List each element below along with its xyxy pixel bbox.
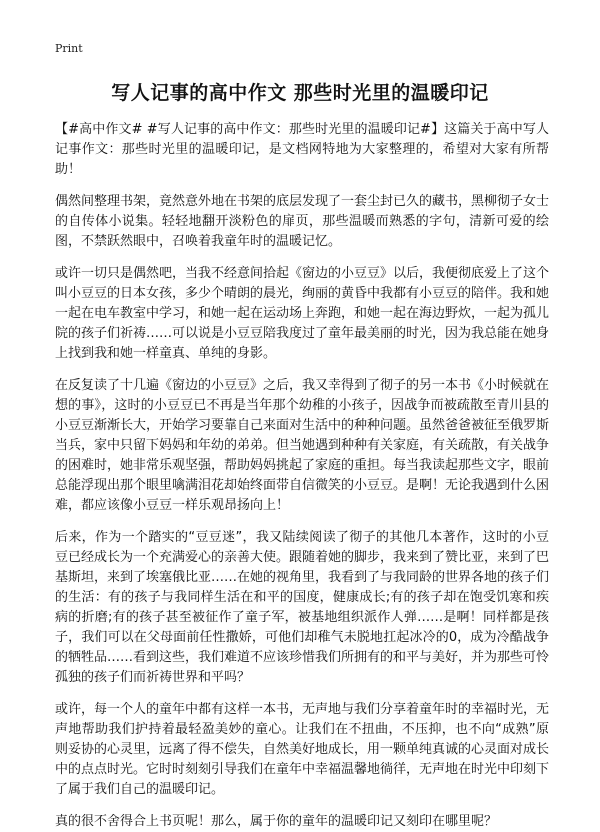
article-paragraph: 【#高中作文# #写人记事的高中作文：那些时光里的温暖印记#】这篇关于高中写人记事作文：那些时光里的温暖印记，是文档网特地为大家整理的，希望对大家有所帮助！: [55, 122, 549, 177]
article-body: [55, 120, 549, 832]
article-paragraph: 或许一切只是偶然吧，当我不经意间拾起《窗边的小豆豆》以后，我便彻底爱上了这个叫小豆豆的日本女孩，多少个晴朗的晨光，绚丽的黄昏中我都有小豆豆的陪伴。我和她一起在电车教室中学习，和她一起在运动场上奔跑，和她一起在海边野炊，一起为孤儿院的孩子们祈祷……可以说是小豆豆陪我度过了童年最美丽的时光，因为我总能在她身上找到我和她一样童真、单纯的身影。: [55, 266, 550, 361]
article-paragraph: 或许，每一个人的童年中都有这样一本书，无声地与我们分享着童年时的幸福时光，无声地帮助我们护持着最轻盈美妙的童心。让我们在不扭曲，不压抑，也不向“成熟”原则妥协的心灵里，远离了得不偿失，自然美好地成长，用一颗单纯真诚的心灵面对成长中的点点时光。它时时刻刻引导我们在童年中幸福温馨地徜徉，无声地在时光中印刻下了属于我们自己的温暖印记。: [55, 702, 550, 797]
article-paragraph: 真的很不舍得合上书页呢！那么，属于你的童年的温暖印记又刻印在哪里呢？: [55, 814, 498, 829]
article-paragraph: 在反复读了十几遍《窗边的小豆豆》之后，我又幸得到了彻子的另一本书《小时候就在想的事》，这时的小豆豆已不再是当年那个幼稚的小孩子，因战争而被疏散至青川县的小豆豆渐渐长大，开始学习要靠自己来面对生活中的种种问题。虽然爸爸被征至俄罗斯当兵，家中只留下妈妈和年幼的弟弟。但当她遇到种种有关家庭，有关疏散，有关战争的困难时，她非常乐观坚强，帮助妈妈挑起了家庭的重担。每当我读起那些文字，眼前总能浮现出那个眼里噙满泪花却始终面带自信微笑的小豆豆。是啊！无论我遇到什么困难，都应该像小豆豆一样乐观昂扬向上！: [55, 378, 550, 513]
page-title: 写人记事的高中作文 那些时光里的温暖印记: [111, 82, 489, 104]
print-link[interactable]: Print: [55, 42, 83, 55]
article-paragraph: 偶然间整理书架，竟然意外地在书架的底层发现了一套尘封已久的藏书，黑柳彻子女士的自传体小说集。轻轻地翻开淡粉色的扉页，那些温暖而熟悉的字句，清新可爱的绘图，不禁跃然眼中，召唤着我童年时的温暖记忆。: [55, 194, 550, 249]
article-paragraph: 后来，作为一个踏实的“豆豆迷”，我又陆续阅读了彻子的其他几本著作，这时的小豆豆已经成长为一个充满爱心的亲善大使。跟随着她的脚步，我来到了赞比亚，来到了巴基斯坦，来到了埃塞俄比亚……在她的视角里，我看到了与我同龄的世界各地的孩子们的生活：有的孩子与我同样生活在和平的国度，健康成长;有的孩子却在饱受饥寒和疾病的折磨;有的孩子甚至被征作了童子军，被基地组织派作人弹……是啊！同样都是孩子，我们可以在父母面前任性撒娇，可他们却稚气未脱地扛起冰冷的0，成为冷酷战争的牺牲品……看到这些，我们难道不应该珍惜我们所拥有的和平与美好，并为那些可怜孤独的孩子们而祈祷世界和平吗？: [55, 530, 550, 685]
